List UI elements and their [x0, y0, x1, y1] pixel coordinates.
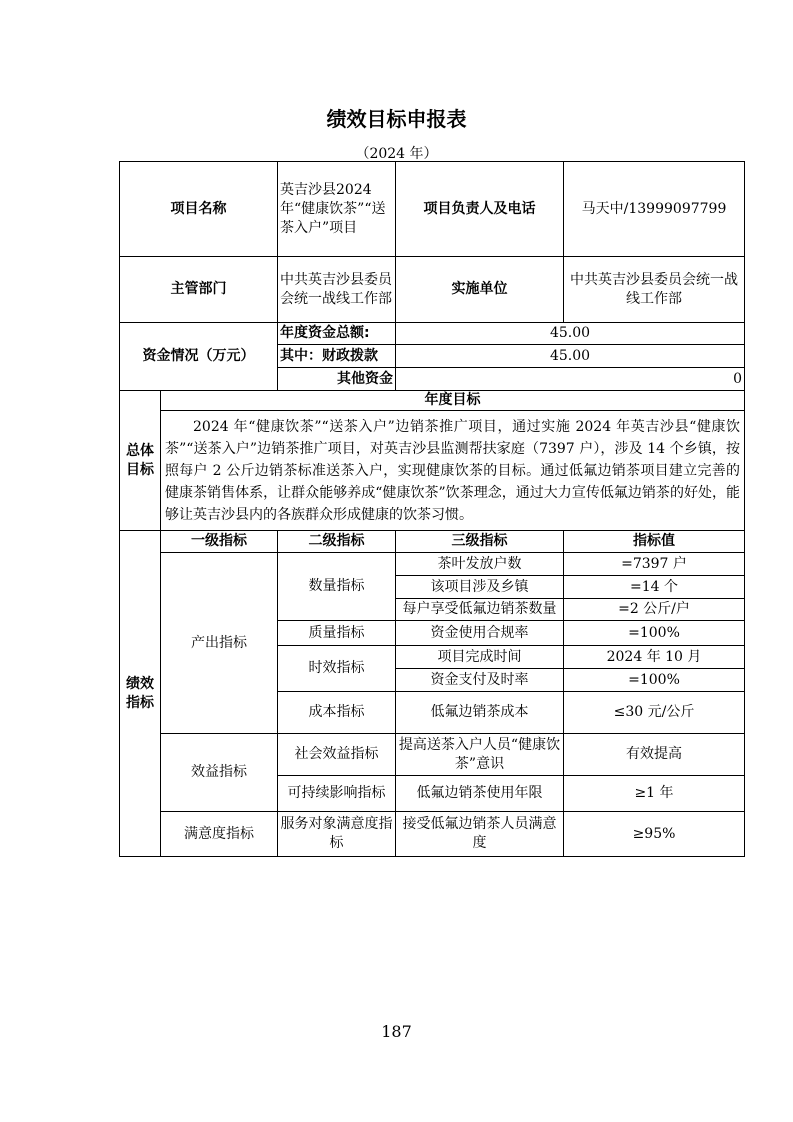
project-name-value: 英吉沙县2024年“健康饮茶”“送茶入户”项目: [278, 162, 396, 257]
indicator-value: =7397 户: [564, 553, 745, 576]
indicator-name: 低氟边销茶使用年限: [396, 776, 564, 812]
project-owner-value: 马天中/13999097799: [564, 162, 745, 257]
table-row: [120, 734, 745, 776]
indicator-value: =100%: [564, 669, 745, 692]
indicator-value: 2024 年 10 月: [564, 646, 745, 669]
annual-goal-text: 2024 年“健康饮茶”“送茶入户”边销茶推广项目，通过实施 2024 年英吉沙县“健康饮茶”“送茶入户”边销茶推广项目，对英吉沙县监测帮扶家庭（7397 户），涉及 14 个乡镇，按照每户 2 公斤边销茶标准送茶入户，实现健康饮茶的目标。通过低氟边销茶项目建立完善的健康茶销售体系，让群众能够养成“健康饮茶”饮茶理念，通过大力宣传低氟边销茶的好处，能够让英吉沙县内的各族群众形成健康的饮茶习惯。: [161, 411, 745, 531]
dept-label: 主管部门: [120, 257, 278, 323]
quantity-indicator: 数量指标: [278, 553, 396, 621]
indicator-name: 该项目涉及乡镇: [396, 576, 564, 599]
indicator-name: 接受低氟边销茶人员满意度: [396, 812, 564, 857]
indicator-name: 提高送茶入户人员“健康饮茶”意识: [396, 734, 564, 776]
output-indicator: 产出指标: [161, 553, 278, 734]
report-year: （2024 年）: [355, 146, 438, 162]
indicator-name: 资金使用合规率: [396, 621, 564, 646]
funds-total-value: 45.00: [396, 323, 745, 345]
benefit-indicator: 效益指标: [161, 734, 278, 812]
indicator-value: 有效提高: [564, 734, 745, 776]
project-owner-label: 项目负责人及电话: [396, 162, 564, 257]
timeliness-indicator: 时效指标: [278, 646, 396, 692]
page-title: 绩效目标申报表: [326, 107, 467, 131]
table-row: [120, 553, 745, 576]
impl-unit-label: 实施单位: [396, 257, 564, 323]
satisfaction-indicator: 满意度指标: [161, 812, 278, 857]
funds-total-label: 年度资金总额:: [278, 323, 396, 345]
performance-table: [119, 161, 745, 857]
indicator-value: ≥1 年: [564, 776, 745, 812]
value-header: 指标值: [564, 531, 745, 553]
table-row: [120, 812, 745, 857]
indicator-name: 低氟边销茶成本: [396, 692, 564, 734]
funds-fiscal-label: 其中：财政拨款: [278, 345, 396, 368]
indicator-name: 每户享受低氟边销茶数量: [396, 599, 564, 621]
indicator-value: =2 公斤/户: [564, 599, 745, 621]
indicator-header-row: [120, 531, 745, 553]
funds-other-value: 0: [396, 368, 745, 391]
indicator-name: 资金支付及时率: [396, 669, 564, 692]
indicator-value: =14 个: [564, 576, 745, 599]
indicator-value: ≤30 元/公斤: [564, 692, 745, 734]
page-number: 187: [381, 1022, 412, 1041]
level2-header: 二级指标: [278, 531, 396, 553]
impl-unit-value: 中共英吉沙县委员会统一战线工作部: [564, 257, 745, 323]
indicator-name: 茶叶发放户数: [396, 553, 564, 576]
annual-goal-header: 年度目标: [161, 391, 745, 411]
indicator-name: 项目完成时间: [396, 646, 564, 669]
quality-indicator: 质量指标: [278, 621, 396, 646]
funds-other-label: 其他资金: [278, 368, 396, 391]
funds-label: 资金情况（万元）: [120, 323, 278, 391]
funds-fiscal-value: 45.00: [396, 345, 745, 368]
indicator-value: ≥95%: [564, 812, 745, 857]
level1-header: 一级指标: [161, 531, 278, 553]
performance-indicator-label: 绩效指标: [120, 531, 161, 857]
sustainability-indicator: 可持续影响指标: [278, 776, 396, 812]
goal-text-row: [120, 411, 745, 531]
level3-header: 三级指标: [396, 531, 564, 553]
overall-goal-label: 总体目标: [120, 391, 161, 531]
funds-total-row: [120, 323, 745, 345]
service-satisfaction-indicator: 服务对象满意度指标: [278, 812, 396, 857]
indicator-value: =100%: [564, 621, 745, 646]
cost-indicator: 成本指标: [278, 692, 396, 734]
project-name-label: 项目名称: [120, 162, 278, 257]
project-name-row: [120, 162, 745, 257]
social-benefit-indicator: 社会效益指标: [278, 734, 396, 776]
department-row: [120, 257, 745, 323]
goal-header-row: [120, 391, 745, 411]
dept-value: 中共英吉沙县委员会统一战线工作部: [278, 257, 396, 323]
